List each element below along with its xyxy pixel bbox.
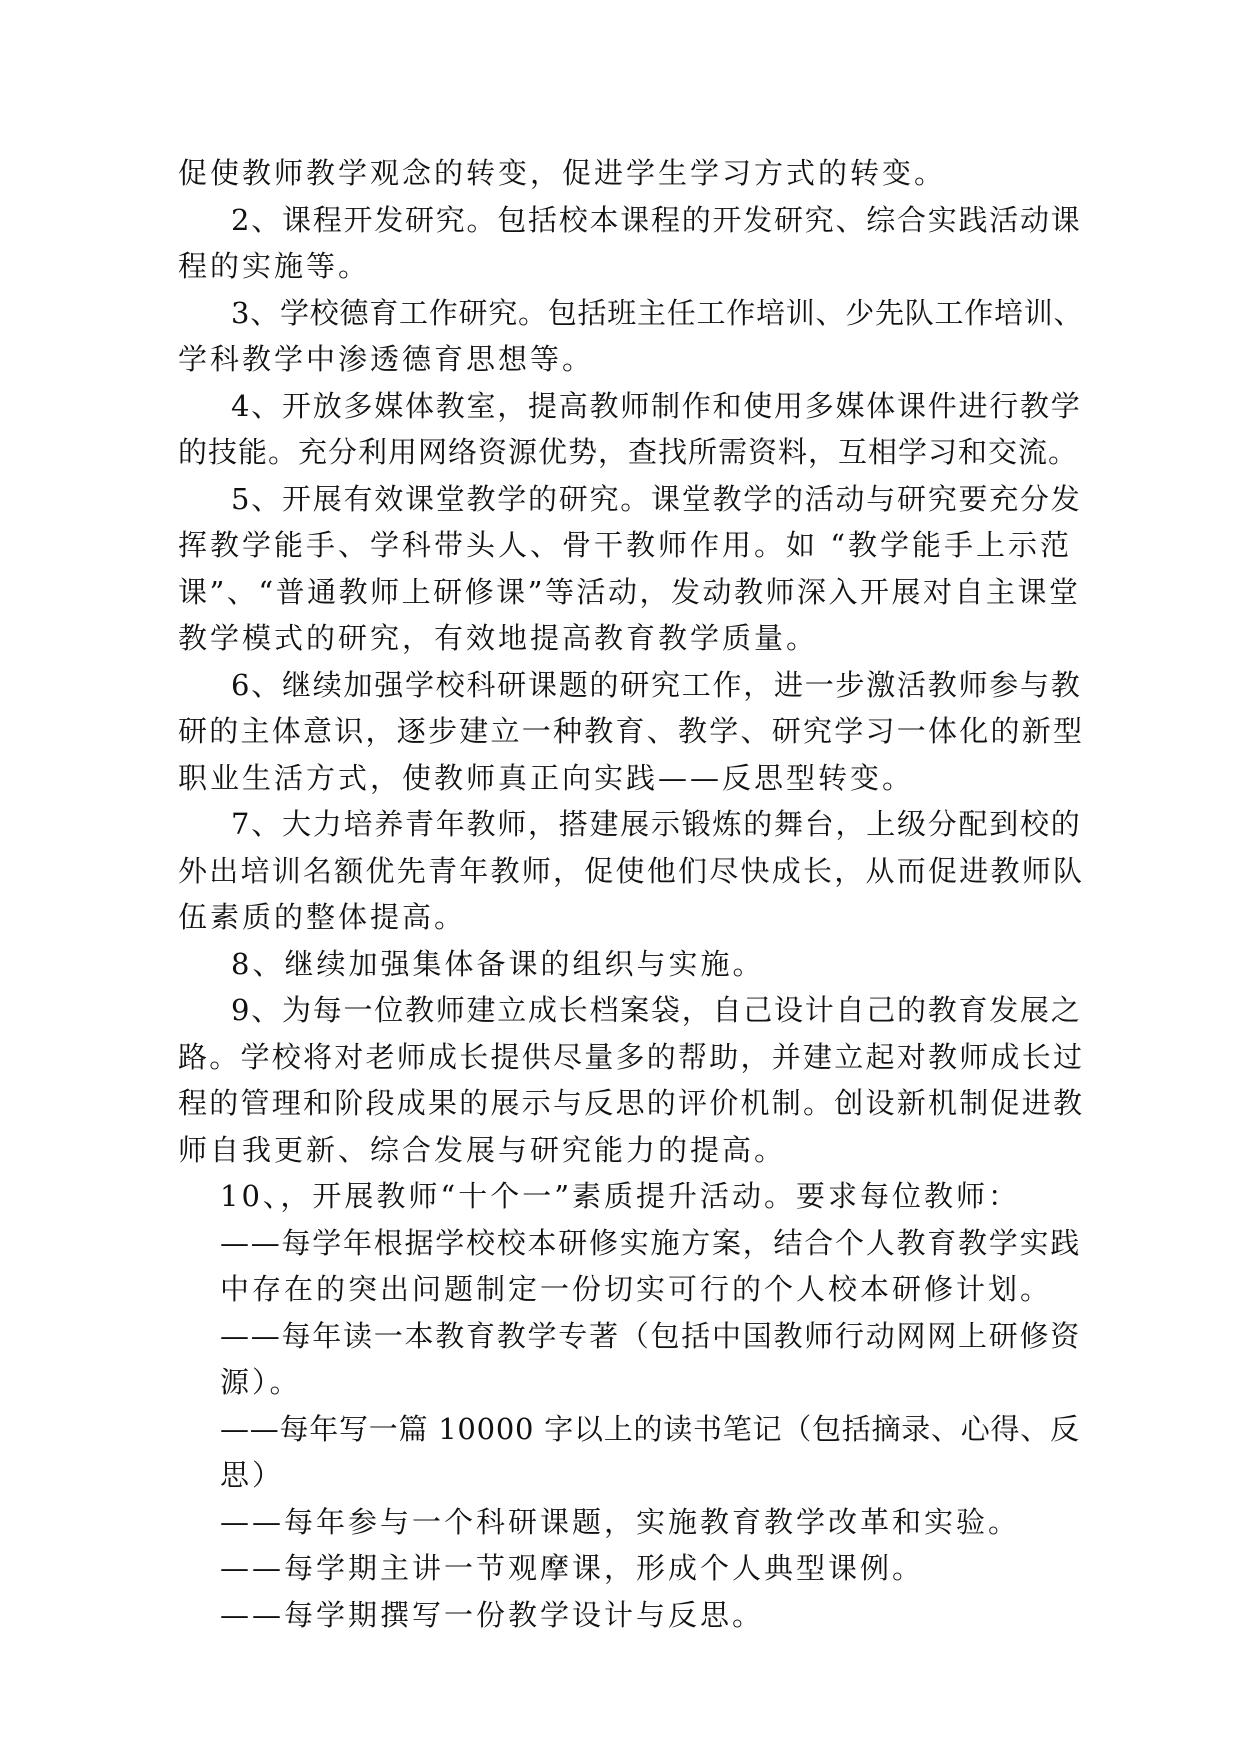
text-line: 中存在的突出问题制定一份切实可行的个人校本研修计划。 [220,1272,1053,1306]
text-line: ——每年读一本教育教学专著（包括中国教师行动网网上研修资 [220,1319,1082,1353]
text-line: ——每年参与一个科研课题，实施教育教学改革和实验。 [220,1505,1021,1539]
text-line: 学科教学中渗透德育思想等。 [178,342,595,376]
text-line: 挥教学能手、学科带头人、骨干教师作用。如 “教学能手上示范 [178,528,1073,562]
text-line: 伍素质的整体提高。 [178,900,467,934]
text-line: 课”、“普通教师上研修课”等活动，发动教师深入开展对自主课堂 [178,575,1081,609]
text-line: 2、课程开发研究。包括校本课程的开发研究、综合实践活动课 [231,203,1082,237]
text-line: 8、继续加强集体备课的组织与实施。 [231,947,765,981]
text-line: 师自我更新、综合发展与研究能力的提高。 [178,1133,787,1167]
text-line: 外出培训名额优先青年教师，促使他们尽快成长，从而促进教师队 [178,854,1085,888]
text-line: 9、为每一位教师建立成长档案袋，自己设计自己的教育发展之 [231,993,1082,1027]
text-line: 10、，开展教师“十个一”素质提升活动。要求每位教师： [220,1179,1021,1213]
text-line: 研的主体意识，逐步建立一种教育、教学、研究学习一体化的新型 [178,714,1085,748]
text-line: ——每学期撰写一份教学设计与反思。 [220,1598,765,1632]
text-line: 促使教师教学观念的转变，促进学生学习方式的转变。 [178,156,947,190]
text-line: 程的实施等。 [178,249,371,283]
text-line: 路。学校将对老师成长提供尽量多的帮助，并建立起对教师成长过 [178,1040,1085,1074]
text-line: 4、开放多媒体教室，提高教师制作和使用多媒体课件进行教学 [231,389,1082,423]
text-line: 6、继续加强学校科研课题的研究工作，进一步激活教师参与教 [231,668,1082,702]
text-line: 源）。 [220,1365,302,1399]
text-line: ——每学年根据学校校本研修实施方案，结合个人教育教学实践 [220,1226,1082,1260]
text-line: 职业生活方式，使教师真正向实践——反思型转变。 [178,761,915,795]
text-line: 5、开展有效课堂教学的研究。课堂教学的活动与研究要充分发 [231,482,1082,516]
text-line: ——每年写一篇 10000 字以上的读书笔记（包括摘录、心得、反 [220,1412,1080,1446]
text-line: 7、大力培养青年教师，搭建展示锻炼的舞台，上级分配到校的 [231,807,1082,841]
text-line: 思） [220,1458,285,1492]
text-line: ——每学期主讲一节观摩课，形成个人典型课例。 [220,1551,925,1585]
text-line: 教学模式的研究，有效地提高教育教学质量。 [178,621,819,655]
text-line: 程的管理和阶段成果的展示与反思的评价机制。创设新机制促进教 [178,1086,1085,1120]
text-line: 3、学校德育工作研究。包括班主任工作培训、少先队工作培训、 [231,296,1084,330]
text-line: 的技能。充分利用网络资源优势，查找所需资料，互相学习和交流。 [178,435,1079,469]
